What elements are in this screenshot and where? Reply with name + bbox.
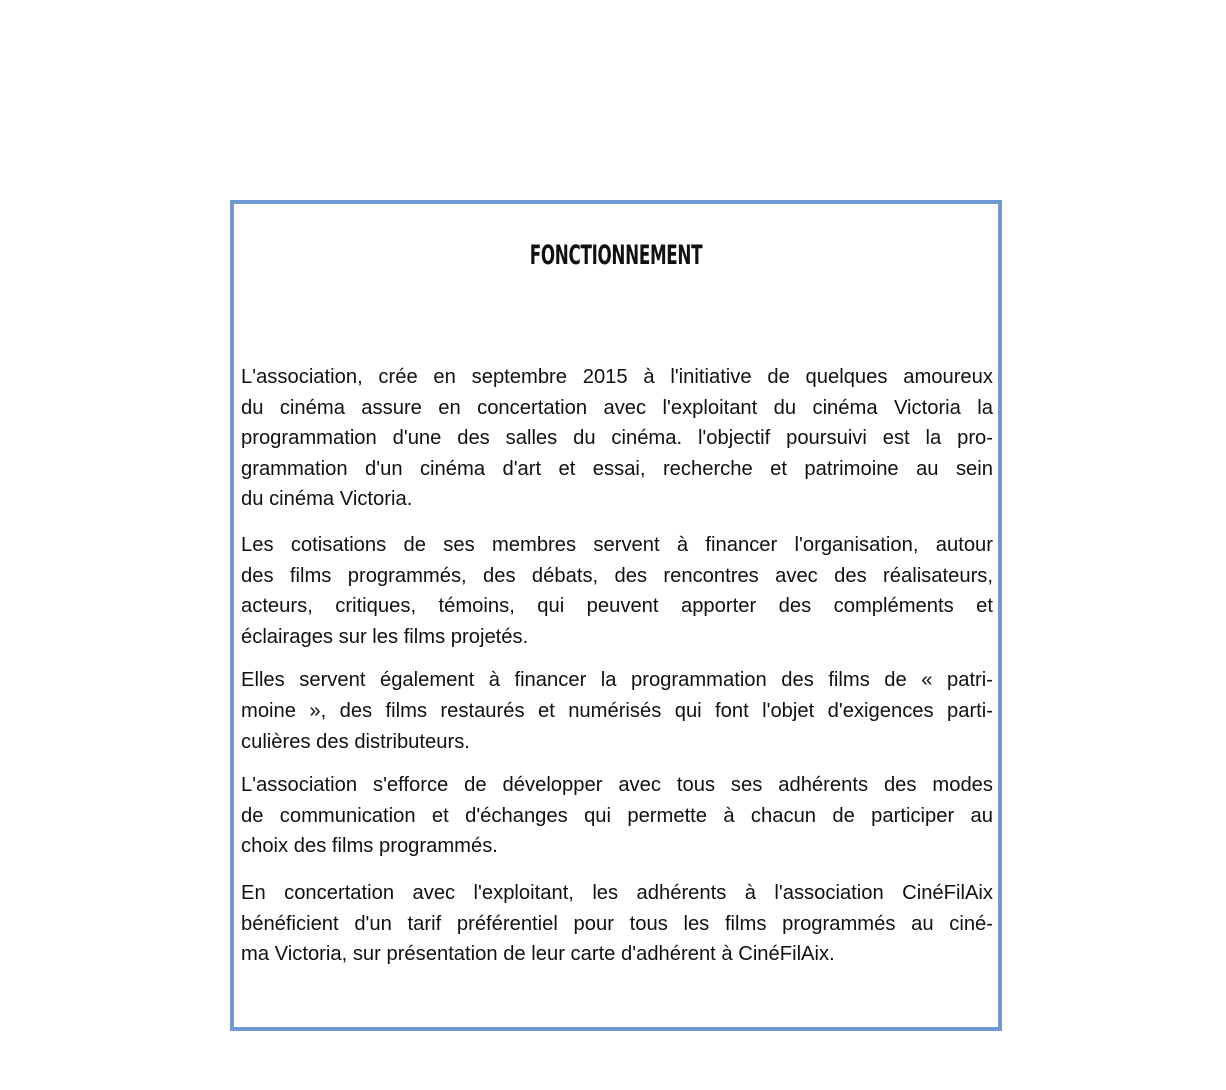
text-line: de communication et d'échanges qui permette à chacun de participer au [241,804,993,827]
text-line: moine », des films restaurés et numérisés qui font l'objet d'exigences parti- [241,699,993,722]
text-line: L'association, crée en septembre 2015 à l'initiative de quelques amoureux [241,366,993,388]
text-line: des films programmés, des débats, des rencontres avec des réalisateurs, [241,564,993,587]
paragraph-tarif [241,878,993,970]
paragraph-patrimoine [241,665,993,757]
paragraph-cotisations [241,530,993,652]
body-text [241,362,993,970]
text-line: grammation d'un cinéma d'art et essai, recherche et patrimoine au sein [241,457,993,480]
text-line: du cinéma assure en concertation avec l'exploitant du cinéma Victoria la [241,396,993,419]
text-line: choix des films programmés. [241,835,498,858]
text-line: En concertation avec l'exploitant, les adhérents à l'association CinéFilAix [241,881,993,904]
text-line: L'association s'efforce de développer avec tous ses adhérents des modes [241,774,993,797]
content-frame [230,200,1002,1031]
text-line: du cinéma Victoria. [241,488,413,511]
text-line: bénéficient d'un tarif préférentiel pour tous les films programmés au ciné- [241,912,993,935]
text-line: programmation d'une des salles du cinéma. l'objectif poursuivi est la pro- [241,427,993,450]
paragraph-communication [241,770,993,862]
text-line: éclairages sur les films projetés. [241,625,529,648]
text-line: Elles servent également à financer la programmation des films de « patri- [241,669,993,692]
text-line: ma Victoria, sur présentation de leur carte d'adhérent à CinéFilAix. [241,943,835,966]
page-title: FONCTIONNEMENT [529,240,703,271]
text-line: acteurs, critiques, témoins, qui peuvent apporter des compléments et [241,595,993,618]
text-line: culières des distributeurs. [241,730,470,753]
paragraph-founding [241,362,993,515]
text-line: Les cotisations de ses membres servent à financer l'organisation, autour [241,533,993,556]
